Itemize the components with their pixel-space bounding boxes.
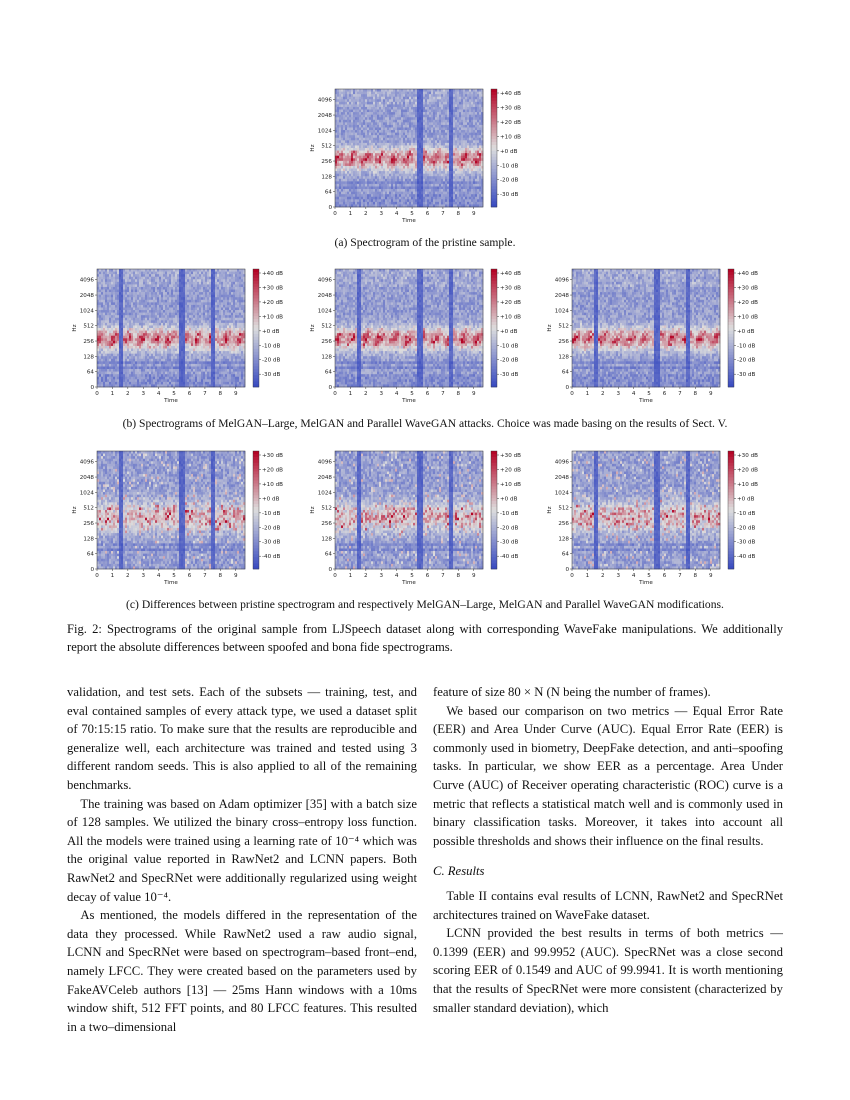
time-tick-label: 1 xyxy=(111,391,115,397)
time-tick-label: 9 xyxy=(472,573,476,579)
time-tick-label: 7 xyxy=(203,391,207,397)
colorbar-label: +10 dB xyxy=(500,482,521,488)
colorbar-label: -10 dB xyxy=(500,343,518,349)
time-tick-label: 2 xyxy=(364,391,368,397)
freq-tick-label: 0 xyxy=(328,567,332,573)
diff-parallel-wavegan xyxy=(542,446,772,586)
freq-tick-label: 64 xyxy=(87,552,95,558)
spectrogram-pristine xyxy=(305,84,535,224)
y-axis-label: Hz xyxy=(547,324,553,331)
colorbar-label: +0 dB xyxy=(500,149,518,155)
time-tick-label: 8 xyxy=(457,211,461,217)
freq-tick-label: 4096 xyxy=(80,460,95,466)
time-tick-label: 9 xyxy=(472,391,476,397)
time-tick-label: 2 xyxy=(126,573,130,579)
y-axis-label: Hz xyxy=(547,506,553,513)
freq-tick-label: 64 xyxy=(325,370,333,376)
spectrogram-svg xyxy=(542,446,772,586)
figure-caption: Fig. 2: Spectrograms of the original sample from LJSpeech dataset along with corresponding WaveFake manipulations. We additionally report the absolute differences between spoofed and bona fide spectrograms. xyxy=(67,620,783,656)
colorbar-label: +10 dB xyxy=(500,314,521,320)
x-axis-label: Time xyxy=(163,398,178,404)
freq-tick-label: 1024 xyxy=(555,490,570,496)
x-axis-label: Time xyxy=(401,398,416,404)
colorbar-label: +0 dB xyxy=(500,329,518,335)
colorbar-label: -20 dB xyxy=(500,358,518,364)
colorbar-label: +30 dB xyxy=(737,285,758,291)
y-axis-label: Hz xyxy=(310,144,316,151)
colorbar-label: -30 dB xyxy=(737,540,755,546)
colorbar-label: -20 dB xyxy=(737,358,755,364)
left-column xyxy=(67,683,417,1036)
time-tick-label: 6 xyxy=(426,391,430,397)
colorbar-label: -40 dB xyxy=(262,554,280,560)
time-tick-label: 5 xyxy=(647,391,651,397)
colorbar-label: +0 dB xyxy=(262,329,280,335)
colorbar-label: -30 dB xyxy=(500,540,518,546)
time-tick-label: 8 xyxy=(457,573,461,579)
freq-tick-label: 0 xyxy=(565,567,569,573)
diff-melgan xyxy=(305,446,535,586)
time-tick-label: 1 xyxy=(349,573,353,579)
time-tick-label: 4 xyxy=(157,391,161,397)
spectrogram-parallel-wavegan xyxy=(542,264,772,404)
time-tick-label: 9 xyxy=(472,211,476,217)
time-tick-label: 0 xyxy=(333,391,337,397)
colorbar-label: -20 dB xyxy=(262,358,280,364)
time-tick-label: 0 xyxy=(95,573,99,579)
freq-tick-label: 256 xyxy=(321,159,332,165)
time-tick-label: 4 xyxy=(632,573,636,579)
freq-tick-label: 1024 xyxy=(80,308,95,314)
colorbar-label: -30 dB xyxy=(500,372,518,378)
time-tick-label: 0 xyxy=(570,391,574,397)
colorbar-label: +10 dB xyxy=(737,482,758,488)
freq-tick-label: 0 xyxy=(565,385,569,391)
time-tick-label: 5 xyxy=(410,573,414,579)
freq-tick-label: 128 xyxy=(321,354,332,360)
colorbar-label: +30 dB xyxy=(262,453,283,459)
time-tick-label: 8 xyxy=(694,573,698,579)
colorbar-label: -30 dB xyxy=(500,192,518,198)
freq-tick-label: 1024 xyxy=(80,490,95,496)
colorbar-label: +30 dB xyxy=(737,453,758,459)
y-axis-label: Hz xyxy=(72,324,78,331)
time-tick-label: 4 xyxy=(395,391,399,397)
spectrogram-svg xyxy=(67,264,297,404)
colorbar-label: +0 dB xyxy=(737,496,755,502)
time-tick-label: 6 xyxy=(426,211,430,217)
freq-tick-label: 512 xyxy=(558,324,569,330)
freq-tick-label: 1024 xyxy=(555,308,570,314)
colorbar-label: -30 dB xyxy=(262,540,280,546)
freq-tick-label: 0 xyxy=(90,567,94,573)
freq-tick-label: 2048 xyxy=(318,293,333,299)
colorbar-label: -20 dB xyxy=(500,525,518,531)
time-tick-label: 7 xyxy=(678,573,682,579)
y-axis-label: Hz xyxy=(72,506,78,513)
freq-tick-label: 4096 xyxy=(318,98,333,104)
freq-tick-label: 256 xyxy=(83,339,94,345)
time-tick-label: 8 xyxy=(694,391,698,397)
colorbar-label: +0 dB xyxy=(262,496,280,502)
x-axis-label: Time xyxy=(638,580,653,586)
time-tick-label: 1 xyxy=(349,211,353,217)
time-tick-label: 1 xyxy=(349,391,353,397)
colorbar-label: -10 dB xyxy=(737,343,755,349)
colorbar-label: +40 dB xyxy=(500,91,521,97)
time-tick-label: 0 xyxy=(333,211,337,217)
colorbar-label: +20 dB xyxy=(500,467,521,473)
time-tick-label: 8 xyxy=(219,573,223,579)
freq-tick-label: 512 xyxy=(321,506,332,512)
y-axis-label: Hz xyxy=(310,506,316,513)
freq-tick-label: 64 xyxy=(325,552,333,558)
right-paragraph-3: Table II contains eval results of LCNN, RawNet2 and SpecRNet architectures trained on WaveFake dataset. xyxy=(433,887,783,924)
spectrogram-svg xyxy=(305,446,535,586)
freq-tick-label: 2048 xyxy=(318,113,333,119)
right-column xyxy=(433,683,783,1017)
caption-b: (b) Spectrograms of MelGAN–Large, MelGAN and Parallel WaveGAN attacks. Choice was made basing on the results of Sect. V. xyxy=(0,417,850,430)
freq-tick-label: 64 xyxy=(562,552,570,558)
freq-tick-label: 1024 xyxy=(318,490,333,496)
time-tick-label: 2 xyxy=(126,391,130,397)
freq-tick-label: 128 xyxy=(321,174,332,180)
section-heading-results: C. Results xyxy=(433,862,783,881)
time-tick-label: 2 xyxy=(364,573,368,579)
freq-tick-label: 256 xyxy=(321,521,332,527)
colorbar-label: +20 dB xyxy=(262,300,283,306)
x-axis-label: Time xyxy=(401,580,416,586)
freq-tick-label: 2048 xyxy=(80,475,95,481)
freq-tick-label: 128 xyxy=(558,354,569,360)
spectrogram-melgan-large xyxy=(67,264,297,404)
time-tick-label: 9 xyxy=(709,573,713,579)
time-tick-label: 7 xyxy=(441,211,445,217)
colorbar-label: +20 dB xyxy=(737,467,758,473)
time-tick-label: 6 xyxy=(663,391,667,397)
time-tick-label: 4 xyxy=(395,573,399,579)
freq-tick-label: 512 xyxy=(321,324,332,330)
colorbar-label: +40 dB xyxy=(737,271,758,277)
freq-tick-label: 4096 xyxy=(318,278,333,284)
time-tick-label: 8 xyxy=(457,391,461,397)
left-paragraph-3: As mentioned, the models differed in the representation of the data they processed. While RawNet2 used a raw audio signal, LCNN and SpecRNet were based on spectrogram–based front–end, namely LFCC. They were created based on the parameters used by FakeAVCeleb authors [13] — 25ms Hann windows with a 10ms window shift, 512 FFT points, and 80 LFCC features. This resulted in a two–dimensional xyxy=(67,906,417,1036)
colorbar-label: +0 dB xyxy=(500,496,518,502)
time-tick-label: 0 xyxy=(570,573,574,579)
colorbar-label: -20 dB xyxy=(737,525,755,531)
freq-tick-label: 2048 xyxy=(80,293,95,299)
time-tick-label: 8 xyxy=(219,391,223,397)
colorbar-label: -40 dB xyxy=(737,554,755,560)
freq-tick-label: 2048 xyxy=(318,475,333,481)
freq-tick-label: 512 xyxy=(83,324,94,330)
freq-tick-label: 128 xyxy=(558,536,569,542)
x-axis-label: Time xyxy=(163,580,178,586)
colorbar-label: +30 dB xyxy=(500,453,521,459)
x-axis-label: Time xyxy=(638,398,653,404)
time-tick-label: 7 xyxy=(203,573,207,579)
time-tick-label: 2 xyxy=(364,211,368,217)
right-paragraph-2: We based our comparison on two metrics — Equal Error Rate (EER) and Area Under Curve (AUC). Equal Error Rate (EER) is commonly used in biometry, DeepFake detection, and anti–spoofing tasks. In particular, we show EER as a percentage. Area Under Curve (AUC) of Receiver operating characteristic (ROC) curve is a metric that reflects a statistical match well and is commonly used in binary classification tasks. Moreover, it takes into account all possible thresholds and shows their influence on the final results. xyxy=(433,702,783,851)
freq-tick-label: 4096 xyxy=(555,278,570,284)
colorbar-label: -10 dB xyxy=(262,511,280,517)
time-tick-label: 3 xyxy=(616,391,620,397)
freq-tick-label: 2048 xyxy=(555,475,570,481)
freq-tick-label: 0 xyxy=(90,385,94,391)
time-tick-label: 6 xyxy=(426,573,430,579)
time-tick-label: 5 xyxy=(172,391,176,397)
time-tick-label: 7 xyxy=(678,391,682,397)
time-tick-label: 7 xyxy=(441,391,445,397)
freq-tick-label: 128 xyxy=(321,536,332,542)
freq-tick-label: 512 xyxy=(321,144,332,150)
freq-tick-label: 1024 xyxy=(318,308,333,314)
time-tick-label: 7 xyxy=(441,573,445,579)
colorbar-label: +20 dB xyxy=(500,120,521,126)
time-tick-label: 0 xyxy=(333,573,337,579)
time-tick-label: 4 xyxy=(157,573,161,579)
colorbar-label: -10 dB xyxy=(737,511,755,517)
freq-tick-label: 128 xyxy=(83,536,94,542)
colorbar-label: -40 dB xyxy=(500,554,518,560)
colorbar-label: +20 dB xyxy=(500,300,521,306)
freq-tick-label: 4096 xyxy=(80,278,95,284)
freq-tick-label: 512 xyxy=(558,506,569,512)
colorbar-label: +40 dB xyxy=(262,271,283,277)
time-tick-label: 1 xyxy=(111,573,115,579)
time-tick-label: 5 xyxy=(410,211,414,217)
colorbar-label: -30 dB xyxy=(262,372,280,378)
colorbar-label: +10 dB xyxy=(262,482,283,488)
right-paragraph-1: feature of size 80 × N (N being the number of frames). xyxy=(433,683,783,702)
freq-tick-label: 256 xyxy=(83,521,94,527)
colorbar-label: -20 dB xyxy=(500,178,518,184)
spectrogram-svg xyxy=(542,264,772,404)
caption-c: (c) Differences between pristine spectrogram and respectively MelGAN–Large, MelGAN and Parallel WaveGAN modifications. xyxy=(0,598,850,611)
spectrogram-svg xyxy=(305,264,535,404)
freq-tick-label: 64 xyxy=(562,370,570,376)
time-tick-label: 1 xyxy=(586,573,590,579)
time-tick-label: 3 xyxy=(379,211,383,217)
time-tick-label: 1 xyxy=(586,391,590,397)
time-tick-label: 3 xyxy=(141,573,145,579)
spectrogram-svg xyxy=(67,446,297,586)
colorbar-label: +20 dB xyxy=(262,467,283,473)
freq-tick-label: 64 xyxy=(325,190,333,196)
time-tick-label: 6 xyxy=(663,573,667,579)
left-paragraph-1: validation, and test sets. Each of the subsets — training, test, and eval contained samples of every attack type, we used a dataset split of 70:15:15 ratio. To make sure that the results are reproducible and generalize well, each architecture was trained and tested using 3 different random seeds. This is also applied to all of the remaining benchmarks. xyxy=(67,683,417,795)
time-tick-label: 2 xyxy=(601,391,605,397)
time-tick-label: 6 xyxy=(188,573,192,579)
time-tick-label: 5 xyxy=(172,573,176,579)
right-paragraph-4: LCNN provided the best results in terms of both metrics — 0.1399 (EER) and 99.9952 (AUC). SpecRNet was a close second scoring EER of 0.1549 and AUC of 99.9941. It is worth mentioning that the results of SpecRNet were more consistent (characterized by smaller standard deviation), which xyxy=(433,924,783,1017)
time-tick-label: 4 xyxy=(395,211,399,217)
freq-tick-label: 0 xyxy=(328,385,332,391)
time-tick-label: 5 xyxy=(647,573,651,579)
spectrogram-svg xyxy=(305,84,535,224)
colorbar-label: +10 dB xyxy=(500,134,521,140)
time-tick-label: 3 xyxy=(141,391,145,397)
freq-tick-label: 4096 xyxy=(318,460,333,466)
colorbar-label: +20 dB xyxy=(737,300,758,306)
colorbar-label: +10 dB xyxy=(737,314,758,320)
colorbar-label: -10 dB xyxy=(500,163,518,169)
freq-tick-label: 512 xyxy=(83,506,94,512)
diff-melgan-large xyxy=(67,446,297,586)
time-tick-label: 9 xyxy=(709,391,713,397)
freq-tick-label: 1024 xyxy=(318,128,333,134)
x-axis-label: Time xyxy=(401,218,416,224)
freq-tick-label: 128 xyxy=(83,354,94,360)
colorbar-label: +30 dB xyxy=(262,285,283,291)
colorbar-label: +30 dB xyxy=(500,105,521,111)
time-tick-label: 5 xyxy=(410,391,414,397)
time-tick-label: 3 xyxy=(379,573,383,579)
colorbar-label: +30 dB xyxy=(500,285,521,291)
freq-tick-label: 4096 xyxy=(555,460,570,466)
colorbar-label: +40 dB xyxy=(500,271,521,277)
freq-tick-label: 256 xyxy=(558,339,569,345)
colorbar-label: -10 dB xyxy=(500,511,518,517)
y-axis-label: Hz xyxy=(310,324,316,331)
colorbar-label: -20 dB xyxy=(262,525,280,531)
spectrogram-melgan xyxy=(305,264,535,404)
caption-a: (a) Spectrogram of the pristine sample. xyxy=(0,236,850,249)
colorbar-label: +0 dB xyxy=(737,329,755,335)
left-paragraph-2: The training was based on Adam optimizer [35] with a batch size of 128 samples. We utilized the binary cross–entropy loss function. All the models were trained using a learning rate of 10⁻⁴ which was the original value reported in RawNet2 and LCNN papers. Both RawNet2 and SpecRNet were additionally regularized using weight decay of value 10⁻⁴. xyxy=(67,795,417,907)
freq-tick-label: 2048 xyxy=(555,293,570,299)
time-tick-label: 9 xyxy=(234,573,238,579)
freq-tick-label: 0 xyxy=(328,205,332,211)
freq-tick-label: 256 xyxy=(321,339,332,345)
colorbar-label: -10 dB xyxy=(262,343,280,349)
colorbar-label: -30 dB xyxy=(737,372,755,378)
time-tick-label: 9 xyxy=(234,391,238,397)
time-tick-label: 3 xyxy=(379,391,383,397)
time-tick-label: 0 xyxy=(95,391,99,397)
time-tick-label: 2 xyxy=(601,573,605,579)
time-tick-label: 4 xyxy=(632,391,636,397)
freq-tick-label: 256 xyxy=(558,521,569,527)
colorbar-label: +10 dB xyxy=(262,314,283,320)
time-tick-label: 6 xyxy=(188,391,192,397)
time-tick-label: 3 xyxy=(616,573,620,579)
freq-tick-label: 64 xyxy=(87,370,95,376)
